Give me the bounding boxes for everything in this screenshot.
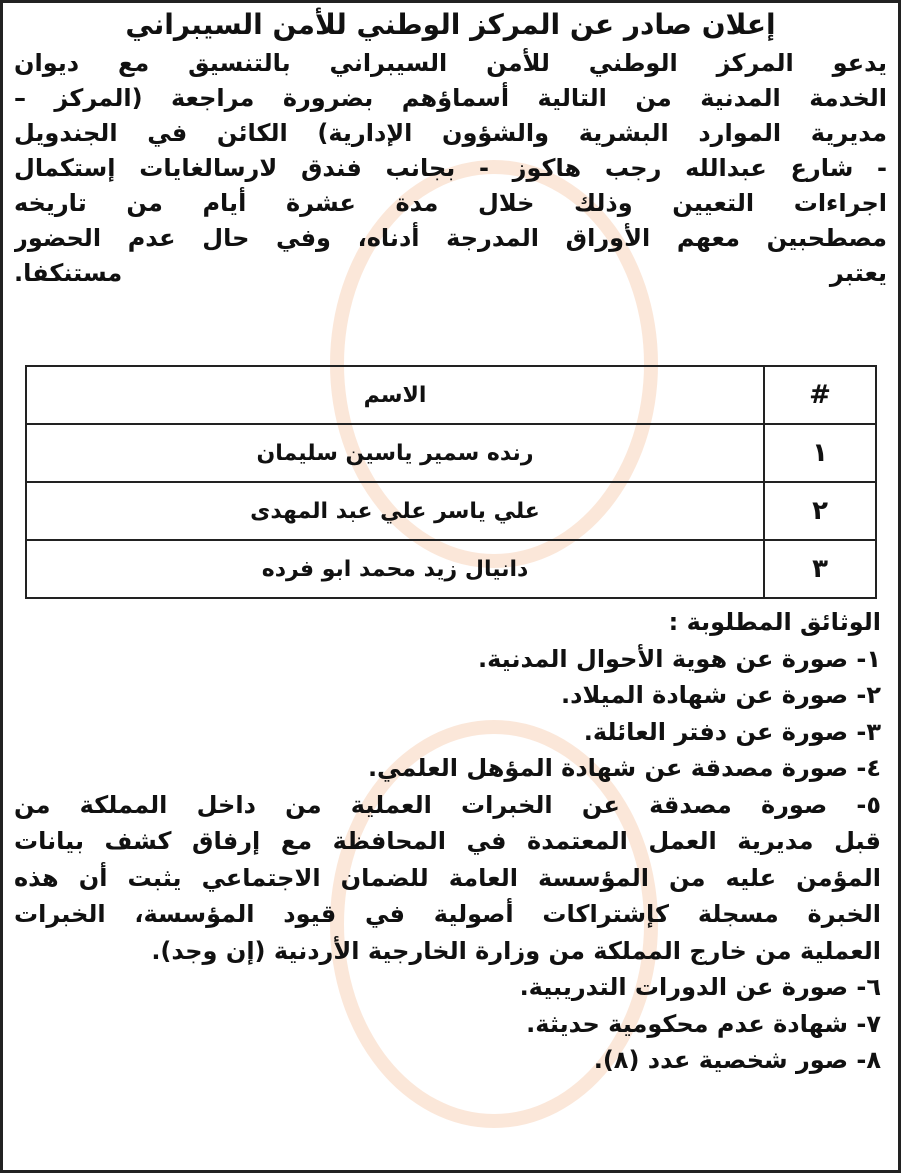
paragraph-line: مصطحبين معهم الأوراق المدرجة أدناه، وفي حال عدم الحضور bbox=[14, 224, 887, 252]
document-item: ٨- صور شخصية عدد (٨). bbox=[593, 1046, 881, 1074]
document-item: ٣- صورة عن دفتر العائلة. bbox=[583, 717, 881, 746]
document-item-continued: المؤمن عليه من المؤسسة العامة للضمان الاجتماعي يثبت أن هذه bbox=[14, 863, 881, 892]
document-item-continued: قبل مديرية العمل المعتمدة في المحافظة مع إرفاق كشف بيانات bbox=[14, 827, 881, 855]
row-name: علي ياسر علي عبد المهدى bbox=[26, 482, 764, 540]
paragraph-line: الخدمة المدنية من التالية أسماؤهم بضرورة مراجعة (المركز – bbox=[14, 84, 887, 112]
paragraph-line: - شارع عبدالله رجب هاكوز - بجانب فندق لارسالغايات إستكمال bbox=[14, 154, 887, 182]
paragraph-line: مديرية الموارد البشرية والشؤون الإدارية) الكائن في الجندويل bbox=[14, 119, 887, 147]
header-number: # bbox=[764, 366, 876, 424]
document-item: ٥- صورة مصدقة عن الخبرات العملية من داخل المملكة من bbox=[14, 790, 881, 819]
required-documents bbox=[14, 604, 881, 1079]
document-item: ٢- صورة عن شهادة الميلاد. bbox=[561, 681, 881, 709]
paragraph-line: يعتبر مستنكفا. bbox=[14, 259, 887, 287]
row-name: رنده سمير ياسين سليمان bbox=[26, 424, 764, 482]
document-item: ٦- صورة عن الدورات التدريبية. bbox=[519, 973, 881, 1001]
table-header-row bbox=[26, 366, 876, 424]
table-row bbox=[26, 540, 876, 598]
table-row bbox=[26, 482, 876, 540]
row-number: ٣ bbox=[764, 540, 876, 598]
names-table bbox=[25, 365, 877, 599]
page-title: إعلان صادر عن المركز الوطني للأمن السيبراني bbox=[125, 8, 776, 41]
document-item: ٤- صورة مصدقة عن شهادة المؤهل العلمي. bbox=[367, 754, 881, 782]
documents-heading: الوثائق المطلوبة : bbox=[668, 608, 881, 636]
document-item: ٧- شهادة عدم محكومية حديثة. bbox=[526, 1009, 881, 1038]
row-number: ١ bbox=[764, 424, 876, 482]
row-name: دانيال زيد محمد ابو فرده bbox=[26, 540, 764, 598]
document-item-continued: الخبرة مسجلة كإشتراكات أصولية في قيود المؤسسة، الخبرات bbox=[14, 900, 881, 928]
header-name: الاسم bbox=[26, 366, 764, 424]
table-row bbox=[26, 424, 876, 482]
row-number: ٢ bbox=[764, 482, 876, 540]
document-item: ١- صورة عن هوية الأحوال المدنية. bbox=[477, 644, 881, 673]
paragraph-line: يدعو المركز الوطني للأمن السيبراني بالتنسيق مع ديوان bbox=[14, 49, 887, 77]
document-item-continued: العملية من خارج المملكة من وزارة الخارجية الأردنية (إن وجد). bbox=[151, 936, 881, 965]
announcement bbox=[14, 0, 887, 291]
paragraph-line: اجراءات التعيين وذلك خلال مدة عشرة أيام من تاريخه bbox=[14, 189, 887, 217]
